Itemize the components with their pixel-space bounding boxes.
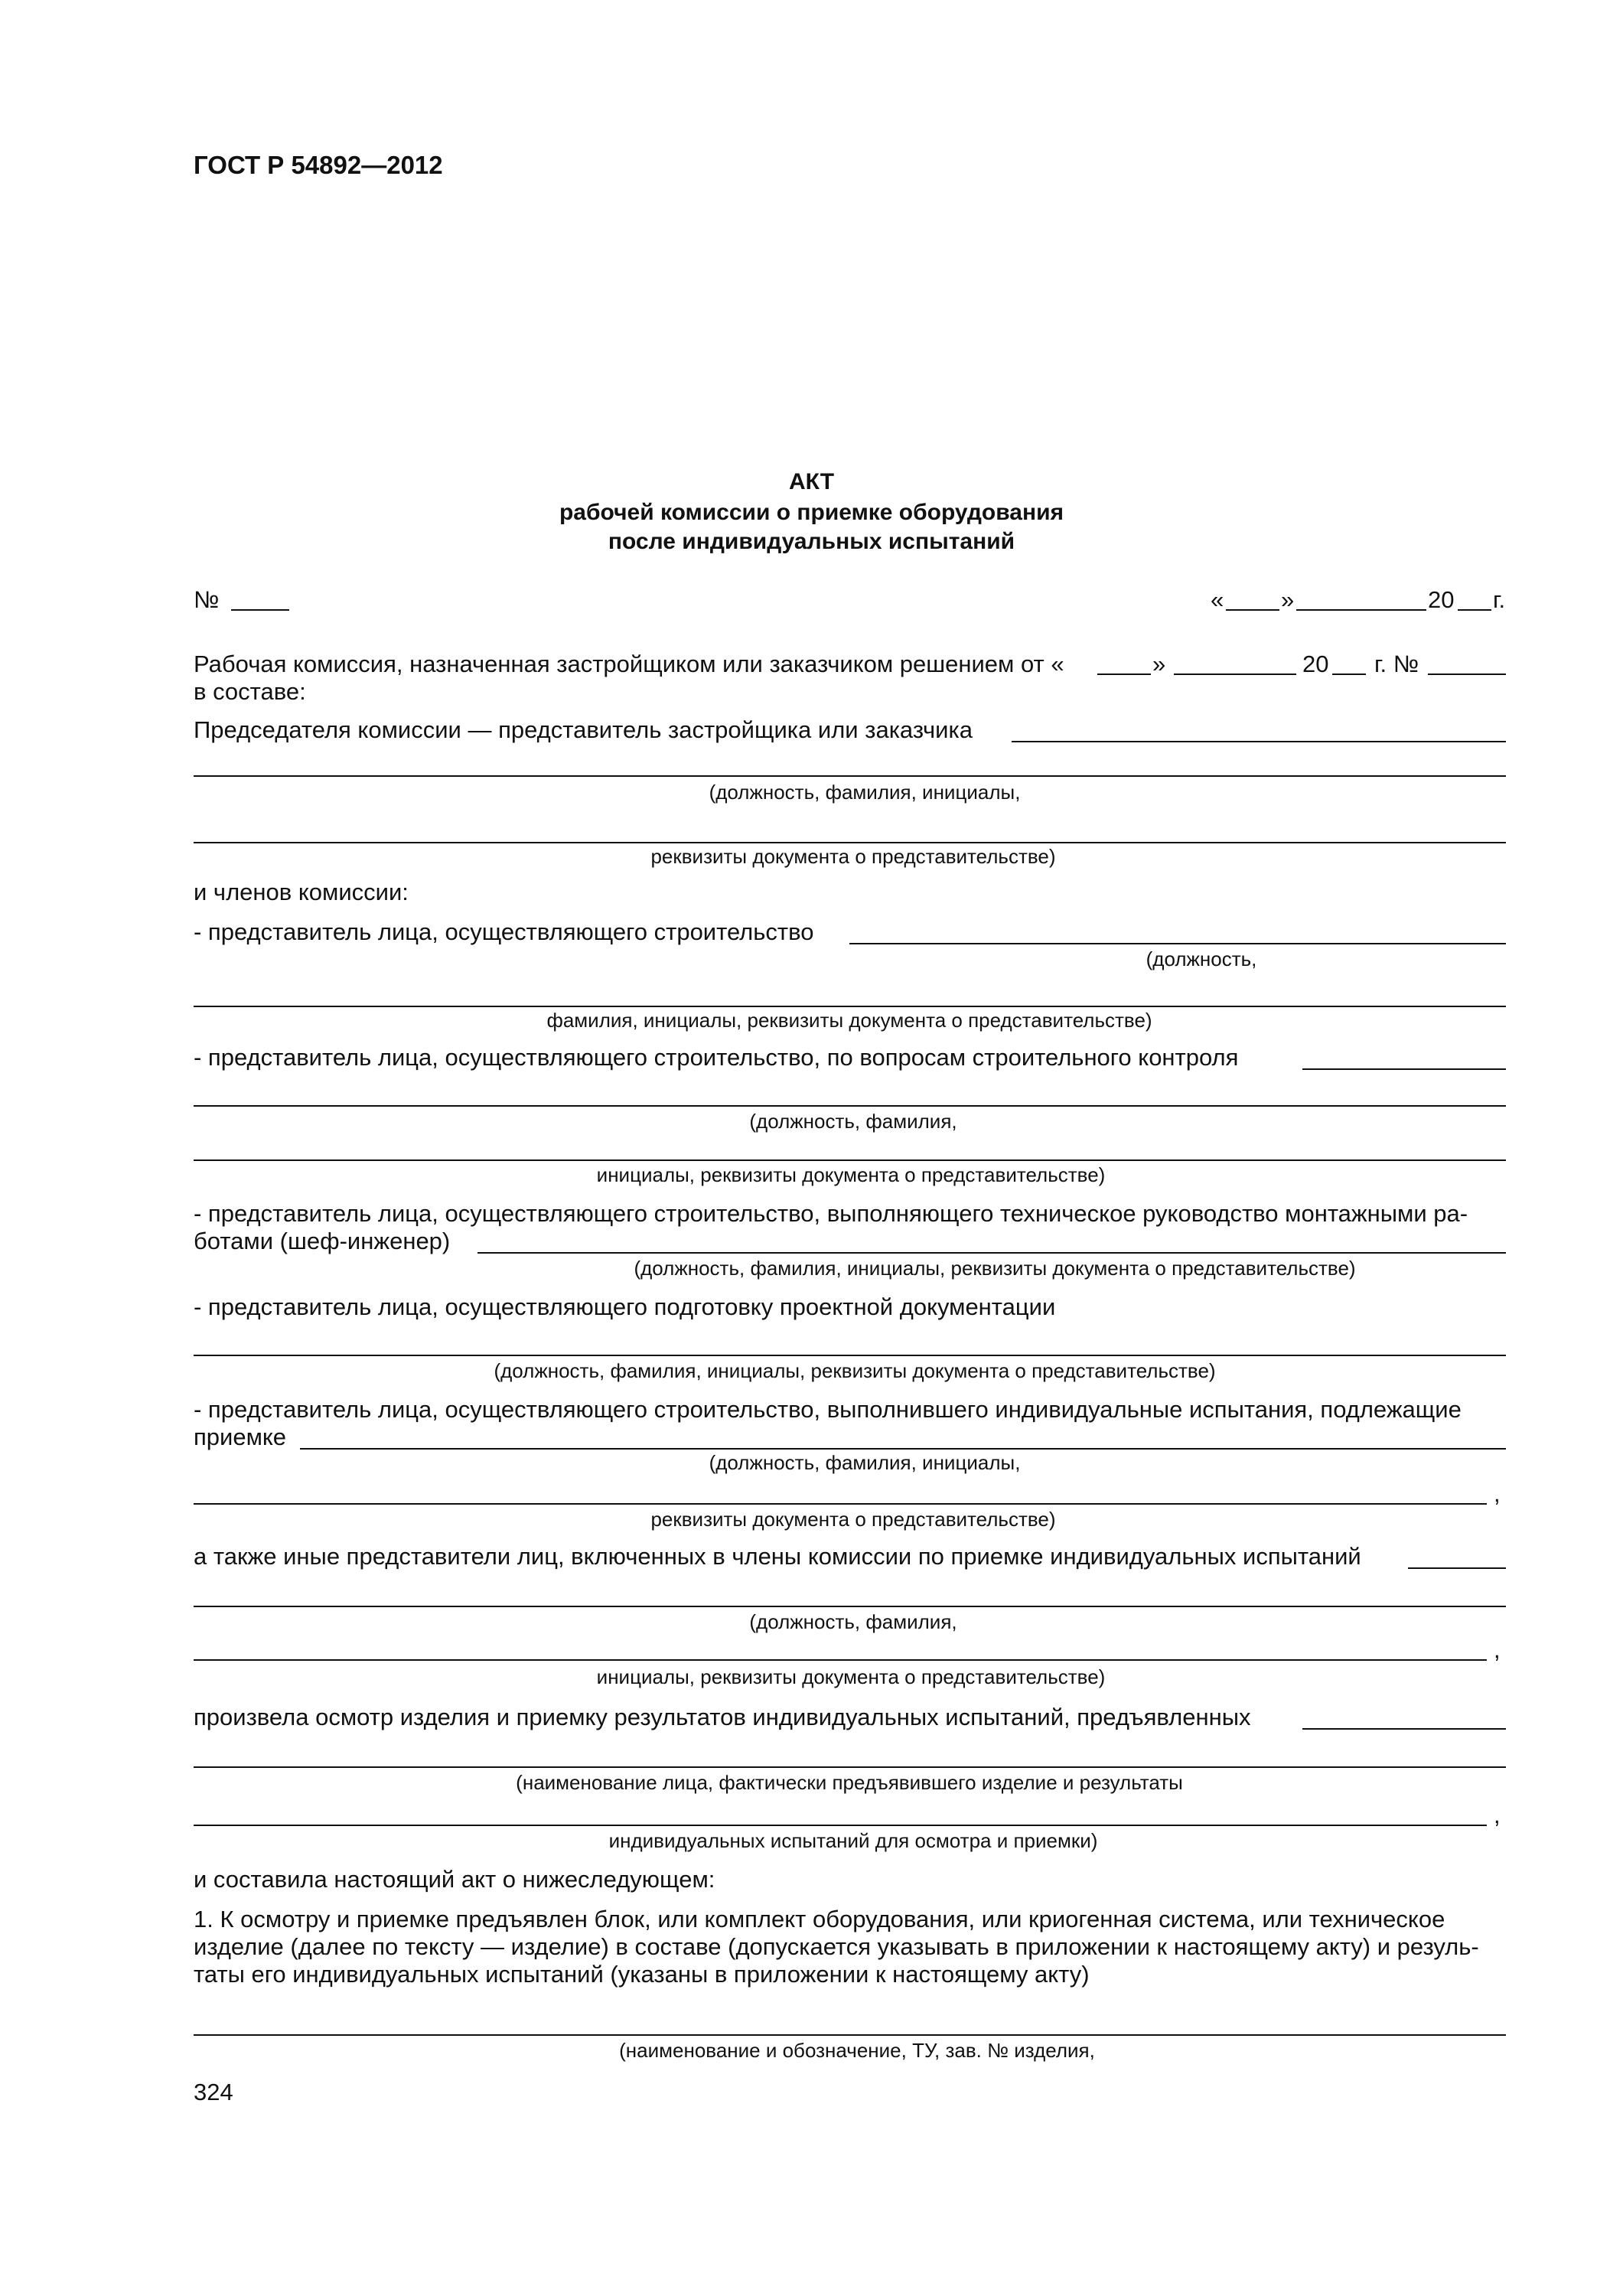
others-blank[interactable]	[1408, 1567, 1506, 1569]
member2-blank[interactable]	[1302, 1068, 1506, 1070]
inspection-label: произвела осмотр изделия и приемку результатов индивидуальных испытаний, предъявленных	[194, 1704, 1251, 1730]
item1-blank[interactable]	[194, 2034, 1506, 2036]
caption-item1: (наименование и обозначение, ТУ, зав. № изделия,	[619, 2039, 1095, 2062]
others-line-2[interactable]	[194, 1606, 1506, 1607]
chairman-label: Председателя комиссии — представитель застройщика или заказчика	[194, 716, 973, 743]
member5-comma: ,	[1494, 1480, 1501, 1507]
intro-text: Рабочая комиссия, назначенная застройщиком или заказчиком решением от «	[194, 651, 1064, 677]
member5-label-1: - представитель лица, осуществляющего строительство, выполнившего индивидуальные испытания, подлежащие	[194, 1396, 1462, 1423]
intro-quote-close: »	[1152, 651, 1166, 677]
member3-label-2: ботами (шеф-инженер)	[194, 1228, 451, 1254]
intro-year-suffix: г. №	[1374, 651, 1419, 677]
member1-blank[interactable]	[849, 943, 1506, 944]
member5-line-2[interactable]	[194, 1503, 1487, 1505]
caption-chairman-2: реквизиты документа о представительстве)	[650, 845, 1056, 868]
date-close-quote: »	[1281, 586, 1295, 613]
member2-line-2[interactable]	[194, 1105, 1506, 1107]
member3-blank[interactable]	[477, 1252, 1506, 1254]
member5-blank[interactable]	[300, 1448, 1506, 1450]
member4-blank[interactable]	[194, 1355, 1506, 1356]
item1-line-2: изделие (далее по тексту — изделие) в составе (допускается указывать в приложении к настоящему акту) и резуль-	[194, 1933, 1479, 1960]
caption-member2-a: (должность, фамилия,	[749, 1110, 957, 1133]
member2-line-3[interactable]	[194, 1159, 1506, 1161]
member1-line-2[interactable]	[194, 1006, 1506, 1007]
members-label: и членов комиссии:	[194, 879, 409, 905]
decision-year-blank[interactable]	[1332, 673, 1366, 675]
intro-year-prefix: 20	[1302, 651, 1329, 677]
caption-member2-b: инициалы, реквизиты документа о представительстве)	[596, 1163, 1106, 1186]
caption-member4: (должность, фамилия, инициалы, реквизиты документа о представительстве)	[494, 1359, 1216, 1382]
caption-member1-b: фамилия, инициалы, реквизиты документа о представительстве)	[546, 1009, 1152, 1032]
caption-member5-a: (должность, фамилия, инициалы,	[709, 1451, 1021, 1474]
caption-member3: (должность, фамилия, инициалы, реквизиты документа о представительстве)	[634, 1257, 1356, 1280]
caption-others-a: (должность, фамилия,	[749, 1610, 957, 1633]
member5-label-2: приемке	[194, 1424, 287, 1450]
item1-line-1: 1. К осмотру и приемке предъявлен блок, или комплект оборудования, или криогенная система, или техническое	[194, 1906, 1445, 1932]
chairman-blank[interactable]	[1012, 741, 1506, 742]
member4-label: - представитель лица, осуществляющего подготовку проектной документации	[194, 1293, 1056, 1320]
act-subtitle-line1: рабочей комиссии о приемке оборудования	[559, 500, 1064, 525]
inspection-line-2[interactable]	[194, 1766, 1506, 1768]
member3-label-1: - представитель лица, осуществляющего строительство, выполняющего техническое руководство монтажными ра-	[194, 1200, 1468, 1227]
others-line-3[interactable]	[194, 1659, 1487, 1661]
inspection-line-3[interactable]	[194, 1825, 1487, 1826]
caption-inspection-a: (наименование лица, фактически предъявившего изделие и результаты	[516, 1771, 1183, 1794]
inspection-comma: ,	[1494, 1802, 1501, 1828]
act-number-label: №	[194, 586, 220, 613]
chairman-line-3[interactable]	[194, 842, 1506, 843]
intro-composition: в составе:	[194, 678, 306, 705]
composed-label: и составила настоящий акт о нижеследующем:	[194, 1866, 715, 1893]
decision-number-blank[interactable]	[1428, 673, 1506, 675]
act-subtitle-line2: после индивидуальных испытаний	[608, 529, 1015, 554]
decision-day-blank[interactable]	[1097, 673, 1151, 675]
date-year-suffix: г.	[1493, 586, 1506, 613]
date-year-blank[interactable]	[1458, 609, 1491, 611]
caption-others-b: инициалы, реквизиты документа о представительстве)	[596, 1665, 1106, 1688]
member1-label: - представитель лица, осуществляющего строительство	[194, 918, 814, 945]
inspection-blank[interactable]	[1302, 1728, 1506, 1730]
others-comma: ,	[1494, 1636, 1501, 1663]
chairman-line-2[interactable]	[194, 775, 1506, 777]
standard-header: ГОСТ Р 54892—2012	[194, 151, 443, 179]
date-year-prefix: 20	[1428, 586, 1455, 613]
member2-label: - представитель лица, осуществляющего строительство, по вопросам строительного контроля	[194, 1044, 1239, 1071]
others-label: а также иные представители лиц, включенных в члены комиссии по приемке индивидуальных испытаний	[194, 1543, 1361, 1570]
caption-inspection-b: индивидуальных испытаний для осмотра и приемки)	[608, 1829, 1098, 1852]
date-day-blank[interactable]	[1226, 609, 1279, 611]
date-open-quote: «	[1211, 586, 1224, 613]
act-title: АКТ	[788, 469, 835, 494]
act-number-blank[interactable]	[231, 609, 289, 611]
date-month-blank[interactable]	[1296, 609, 1426, 611]
decision-month-blank[interactable]	[1174, 673, 1296, 675]
item1-line-3: таты его индивидуальных испытаний (указаны в приложении к настоящему акту)	[194, 1961, 1090, 1988]
page-number: 324	[194, 2079, 233, 2105]
caption-member1-a: (должность,	[1146, 947, 1257, 970]
caption-chairman-1: (должность, фамилия, инициалы,	[709, 781, 1021, 804]
caption-member5-b: реквизиты документа о представительстве)	[650, 1508, 1056, 1531]
